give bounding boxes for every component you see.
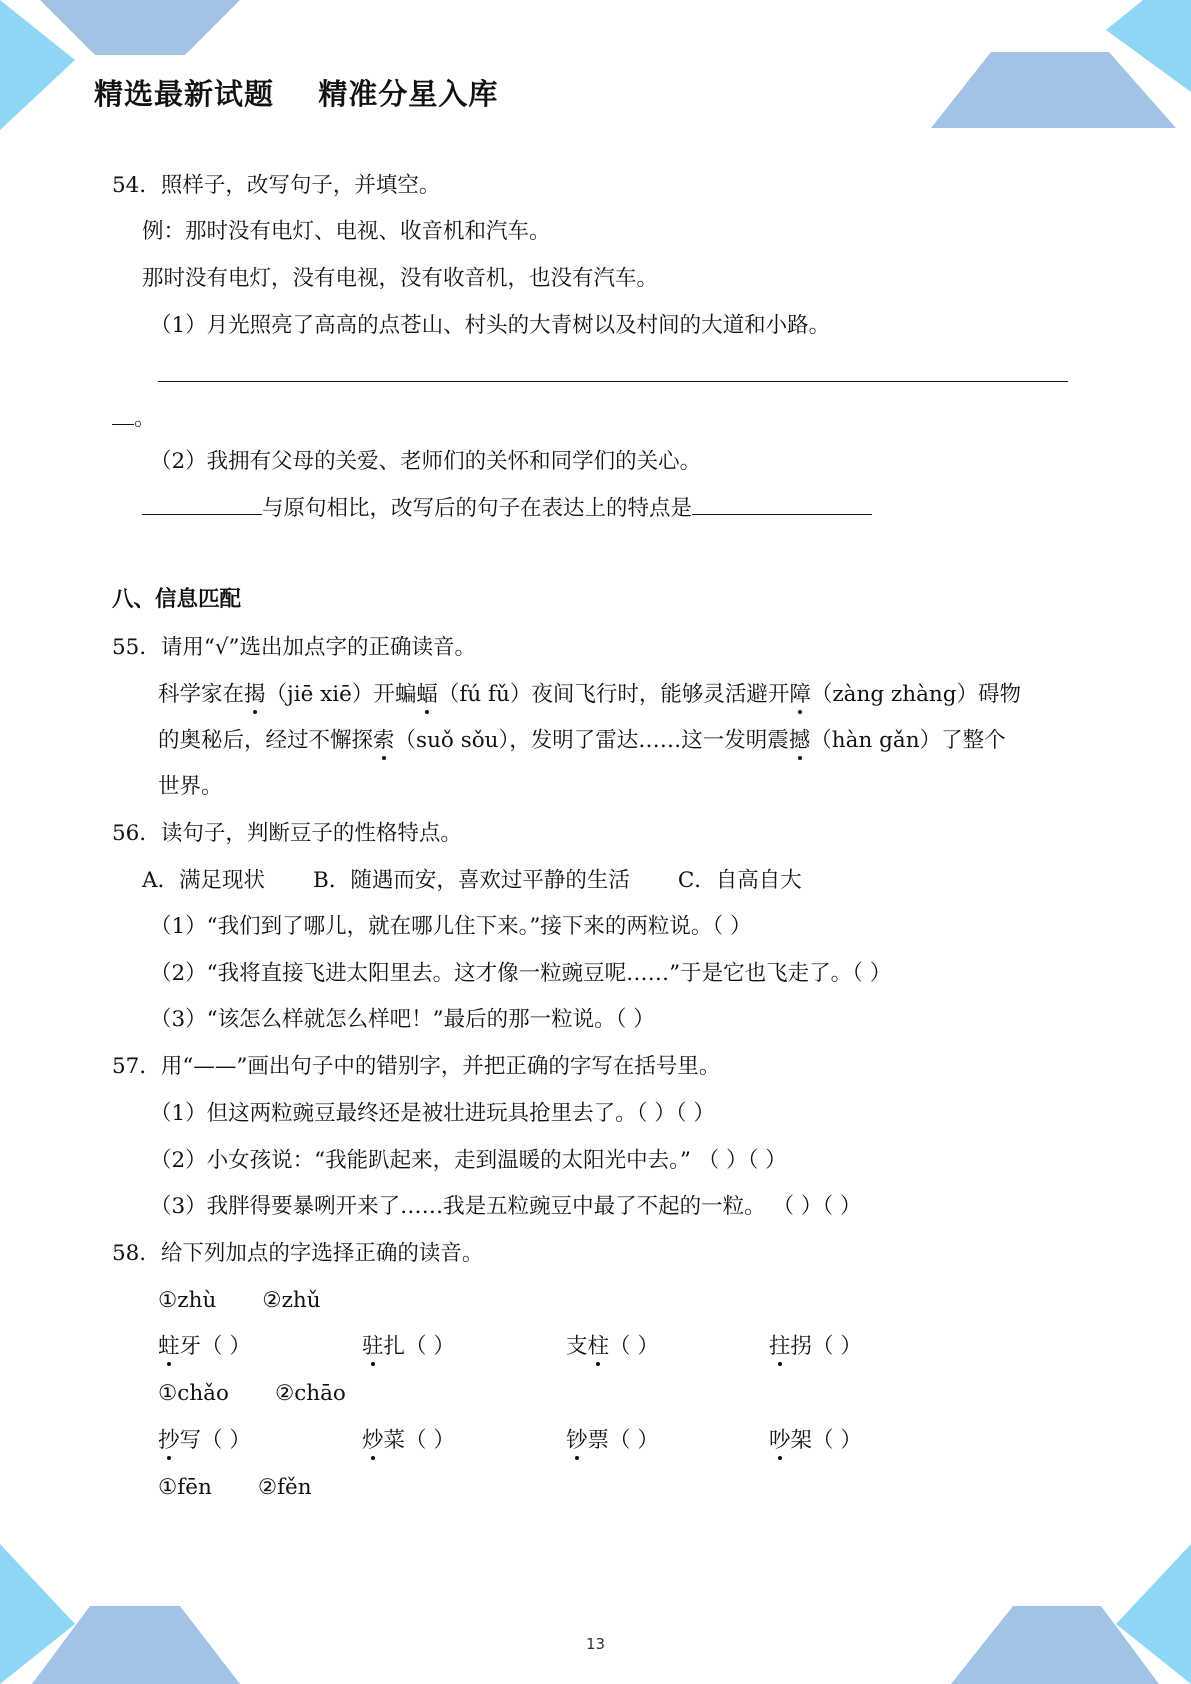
- q56-item-1: （1）“我们到了哪儿，就在哪儿住下来。”接下来的两粒说。（ ）: [150, 914, 752, 939]
- word-rest: 扎（ ）: [383, 1334, 455, 1359]
- bottom-right-decoration: [941, 1544, 1191, 1684]
- q58-group2-readings: [158, 1380, 346, 1408]
- answer-line[interactable]: [158, 381, 1068, 382]
- q56-options: [142, 867, 802, 895]
- answer-blank[interactable]: [112, 404, 134, 425]
- q56-item-3: （3）“该怎么样就怎么样吧！”最后的那一粒说。（ ）: [150, 1007, 655, 1032]
- dotted-char: 抄: [158, 1428, 180, 1453]
- q55-passage-line-3: 世界。: [158, 774, 223, 799]
- dotted-char: 钞: [566, 1428, 588, 1453]
- text: 科学家在: [158, 682, 245, 707]
- dotted-char: 障: [789, 682, 811, 707]
- q54-stem: 54．照样子，改写句子，并填空。: [112, 173, 441, 198]
- q54-example-result: 那时没有电灯，没有电视，没有收音机，也没有汽车。: [142, 266, 659, 291]
- q58-group1-word-2: [362, 1333, 455, 1361]
- page-number: 13: [585, 1635, 606, 1653]
- section-title: 八、信息匹配: [112, 587, 242, 612]
- dotted-char: 揭: [244, 682, 266, 707]
- dotted-char: 拄: [769, 1334, 791, 1359]
- q58-group1-word-4: [769, 1333, 862, 1361]
- q54-example: 例：那时没有电灯、电视、收音机和汽车。: [142, 219, 551, 244]
- word-rest: （ ）: [609, 1334, 659, 1359]
- q56-item-2: （2）“我将直接飞进太阳里去。这才像一粒豌豆呢……”于是它也飞走了。（ ）: [150, 961, 892, 986]
- reading-option: ①fēn: [158, 1475, 212, 1500]
- text: （suǒ sǒu），发明了雷达……这一发明震: [394, 728, 789, 753]
- q58-group2-word-3: [566, 1427, 659, 1455]
- option-c[interactable]: C．自高自大: [677, 868, 802, 893]
- reading-option: ②zhǔ: [262, 1288, 321, 1313]
- dotted-char: 吵: [769, 1428, 791, 1453]
- word-rest: 拐（ ）: [790, 1334, 862, 1359]
- q55-passage-line-1: [158, 681, 1021, 709]
- word-pre: 支: [566, 1334, 588, 1359]
- top-right-decoration: [931, 0, 1191, 130]
- q58-group1-readings: [158, 1287, 321, 1315]
- answer-blank[interactable]: [692, 494, 872, 515]
- bottom-left-decoration: [0, 1544, 250, 1684]
- word-rest: 写（ ）: [179, 1428, 251, 1453]
- q57-stem: 57．用“——”画出句子中的错别字，并把正确的字写在括号里。: [112, 1054, 721, 1079]
- reading-option: ①chǎo: [158, 1381, 229, 1406]
- dotted-char: 索: [373, 728, 395, 753]
- dotted-char: 炒: [362, 1428, 384, 1453]
- dotted-char: 柱: [587, 1334, 610, 1359]
- q54-item-1-tail: [112, 404, 156, 433]
- header-title: 精选最新试题 精准分星入库: [94, 77, 499, 111]
- text: （zàng zhàng）碍物: [810, 682, 1022, 707]
- q57-item-1: （1）但这两粒豌豆最终还是被壮进玩具抢里去了。（ ）（ ）: [150, 1101, 715, 1126]
- answer-blank[interactable]: [142, 494, 262, 515]
- text: 的奥秘后，经过不懈探: [158, 728, 374, 753]
- text: （fú fǔ）夜间飞行时，能够灵活避开: [437, 682, 790, 707]
- text: （hàn gǎn）了整个: [810, 728, 1006, 753]
- word-rest: 票（ ）: [587, 1428, 659, 1453]
- dotted-char: 蛀: [158, 1334, 180, 1359]
- q58-group2-word-2: [362, 1427, 455, 1455]
- word-rest: 菜（ ）: [383, 1428, 455, 1453]
- period: 。: [134, 406, 156, 431]
- q54-item-2-answer: [142, 494, 872, 523]
- option-a[interactable]: A．满足现状: [142, 868, 266, 893]
- q57-item-2: （2）小女孩说：“我能趴起来，走到温暖的太阳光中去。” （ ）（ ）: [150, 1148, 787, 1173]
- reading-option: ②fěn: [257, 1475, 312, 1500]
- q55-stem: 55．请用“√”选出加点字的正确读音。: [112, 635, 477, 660]
- word-rest: 架（ ）: [790, 1428, 862, 1453]
- q58-group1-word-1: [158, 1333, 251, 1361]
- q54-item-2: （2）我拥有父母的关爱、老师们的关怀和同学们的关心。: [150, 449, 702, 474]
- q55-passage-line-2: [158, 727, 1006, 755]
- q57-item-3: （3）我胖得要暴咧开来了……我是五粒豌豆中最了不起的一粒。 （ ）（ ）: [150, 1194, 862, 1219]
- q56-stem: 56．读句子，判断豆子的性格特点。: [112, 821, 462, 846]
- dotted-char: 驻: [362, 1334, 384, 1359]
- q58-stem: 58．给下列加点的字选择正确的读音。: [112, 1241, 484, 1266]
- word-rest: 牙（ ）: [179, 1334, 251, 1359]
- reading-option: ①zhù: [158, 1288, 217, 1313]
- reading-option: ②chāo: [274, 1381, 346, 1406]
- q58-group3-readings: [158, 1474, 312, 1502]
- option-b[interactable]: B．随遇而安，喜欢过平静的生活: [313, 868, 630, 893]
- q58-group2-word-1: [158, 1427, 251, 1455]
- dotted-char: 蝠: [416, 682, 438, 707]
- prompt-text: 与原句相比，改写后的句子在表达上的特点是: [262, 496, 693, 521]
- q58-group2-word-4: [769, 1427, 862, 1455]
- q58-group1-word-3: [566, 1333, 659, 1361]
- q54-item-1: （1）月光照亮了高高的点苍山、村头的大青树以及村间的大道和小路。: [150, 313, 831, 338]
- dotted-char: 撼: [788, 728, 811, 753]
- text: （jiē xiē）开蝙: [265, 682, 417, 707]
